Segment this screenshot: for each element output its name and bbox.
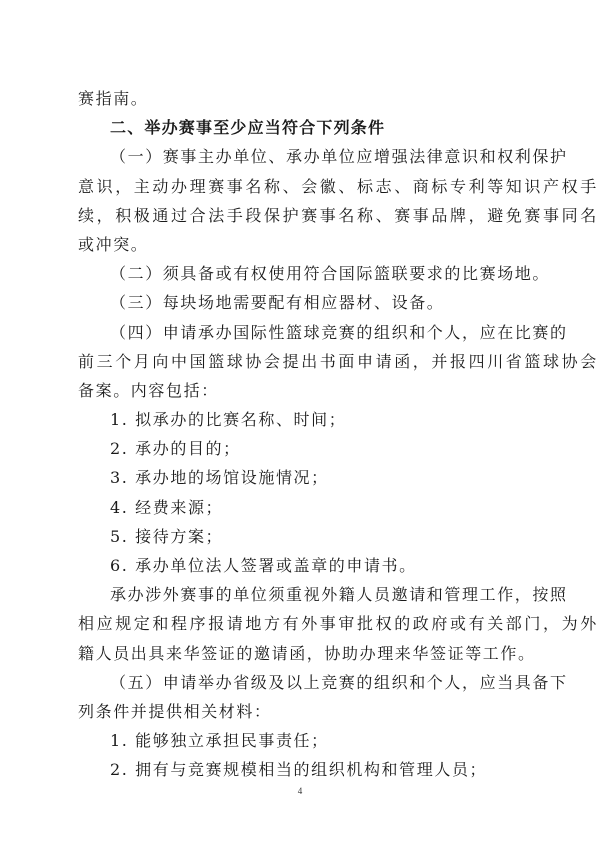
paragraph-line: （三）每块场地需要配有相应器材、设备。: [110, 293, 445, 313]
list-item: 2. 拥有与竞赛规模相当的组织机构和管理人员；: [110, 760, 488, 780]
page-number: 4: [297, 786, 303, 796]
paragraph-line: （五）申请举办省级及以上竞赛的组织和个人，应当具备下: [110, 672, 568, 692]
paragraph-line: 前三个月向中国篮球协会提出书面申请函，并报四川省篮球协会: [78, 351, 599, 371]
paragraph-line: 意识，主动办理赛事名称、会徽、标志、商标专利等知识产权手: [78, 176, 599, 196]
paragraph-line: 相应规定和程序报请地方有外事审批权的政府或有关部门，为外: [78, 614, 599, 634]
list-item: 2. 承办的目的；: [110, 439, 241, 459]
paragraph-line: 列条件并提供相关材料：: [78, 701, 272, 721]
paragraph-line: 备案。内容包括：: [78, 380, 219, 400]
list-item: 3. 承办地的场馆设施情况；: [110, 468, 329, 488]
list-item: 5. 接待方案；: [110, 526, 224, 546]
list-item: 6. 承办单位法人签署或盖章的申请书。: [110, 556, 417, 575]
paragraph-line: 赛指南。: [78, 89, 149, 108]
paragraph-line: 或冲突。: [78, 234, 149, 254]
paragraph-line: （二）须具备或有权使用符合国际篮联要求的比赛场地。: [110, 264, 551, 284]
paragraph-line: 承办涉外赛事的单位须重视外籍人员邀请和管理工作，按照: [110, 585, 568, 605]
list-item: 4. 经费来源；: [110, 497, 224, 517]
paragraph-line: （四）申请承办国际性篮球竞赛的组织和个人，应在比赛的: [110, 322, 568, 342]
paragraph-line: （一）赛事主办单位、承办单位应增强法律意识和权利保护: [110, 147, 568, 167]
paragraph-line: 续，积极通过合法手段保护赛事名称、赛事品牌，避免赛事同名: [78, 205, 599, 225]
list-item: 1. 拟承办的比赛名称、时间；: [110, 410, 347, 430]
document-body: [78, 84, 599, 785]
section-heading: 二、举办赛事至少应当符合下列条件: [110, 118, 386, 138]
list-item: 1. 能够独立承担民事责任；: [110, 731, 329, 751]
paragraph-line: 籍人员出具来华签证的邀请函，协助办理来华签证等工作。: [78, 643, 536, 663]
